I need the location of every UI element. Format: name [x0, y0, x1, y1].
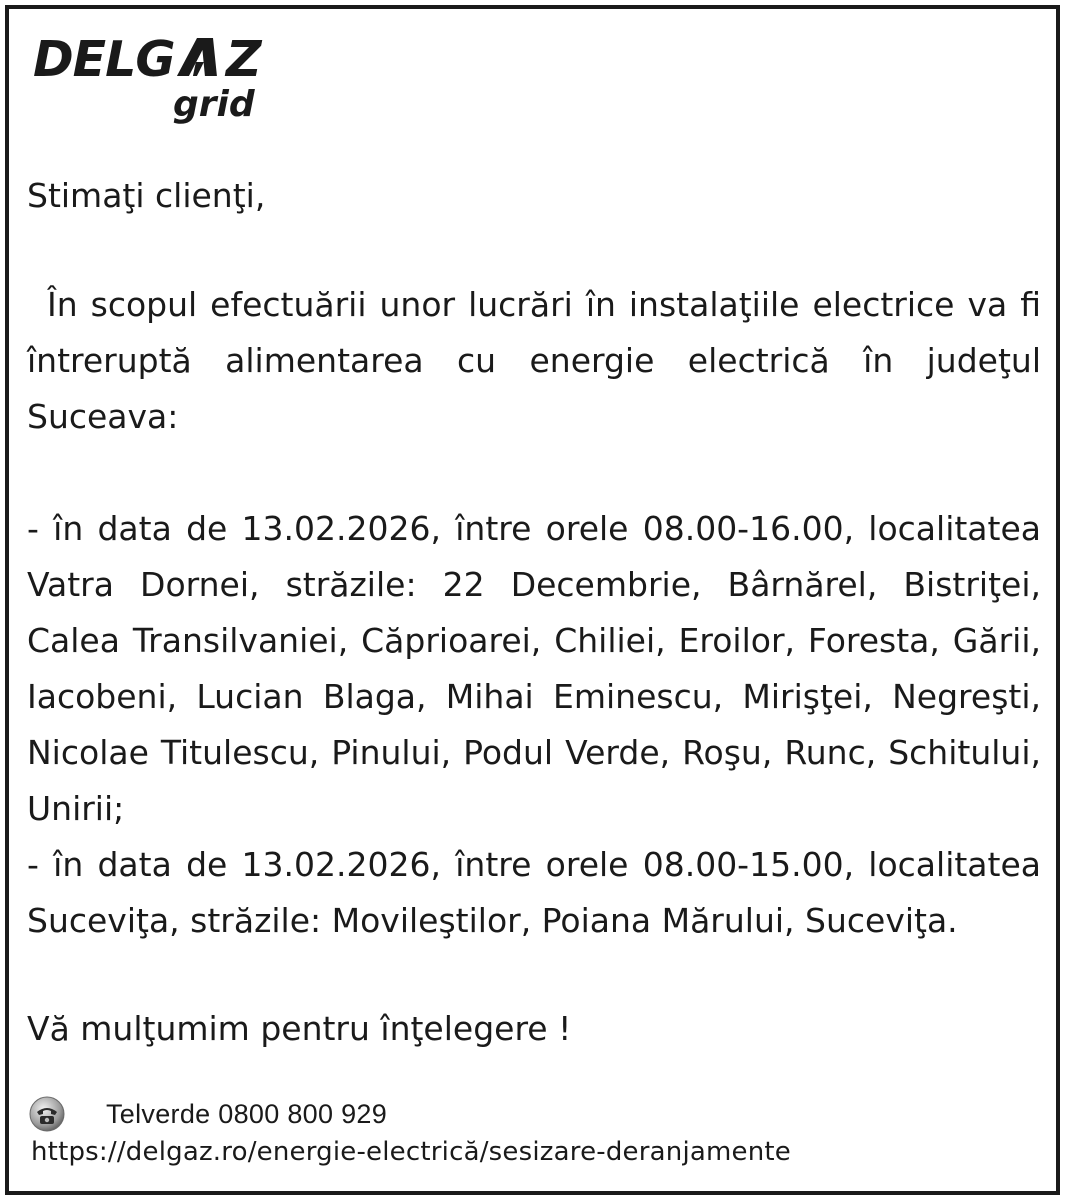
telephone-icon — [28, 1095, 66, 1133]
svg-text:Z: Z — [226, 31, 262, 88]
phone-number: Telverde 0800 800 929 — [106, 1098, 388, 1129]
notice-content — [27, 168, 1041, 1057]
svg-text:grid: grid — [173, 84, 255, 125]
phone-row — [28, 1093, 387, 1135]
delgaz-grid-logo — [33, 30, 273, 125]
outage-item-2: - în data de 13.02.2026, între orele 08.00-15.00, localitatea Suceviţa, străzile: Movileştilor, Poiana Mărului, Suceviţa. — [27, 845, 1041, 940]
report-url[interactable]: https://delgaz.ro/energie-electrică/sesizare-deranjamente — [31, 1137, 792, 1167]
svg-text:DELG: DELG — [33, 31, 175, 88]
greeting: Stimaţi clienţi, — [27, 176, 266, 215]
intro-paragraph: În scopul efectuării unor lucrări în instalaţiile electrice va fi întreruptă alimentarea cu energie electrică în judeţul Suceava: — [27, 285, 1041, 436]
thanks-line: Vă mulţumim pentru înţelegere ! — [27, 1009, 572, 1048]
outage-item-1: - în data de 13.02.2026, între orele 08.00-16.00, localitatea Vatra Dornei, străzile: 22 Decembrie, Bârnărel, Bistriţei, Calea Transilvaniei, Căprioarei, Chiliei, Eroilor, Foresta, Gării, Iacobeni, Lucian Blaga, Mihai Eminescu, Mirişţei, Negreşti, Nicolae Titulescu, Pinului, Podul Verde, Roşu, Runc, Schitului, Unirii; — [27, 509, 1041, 828]
